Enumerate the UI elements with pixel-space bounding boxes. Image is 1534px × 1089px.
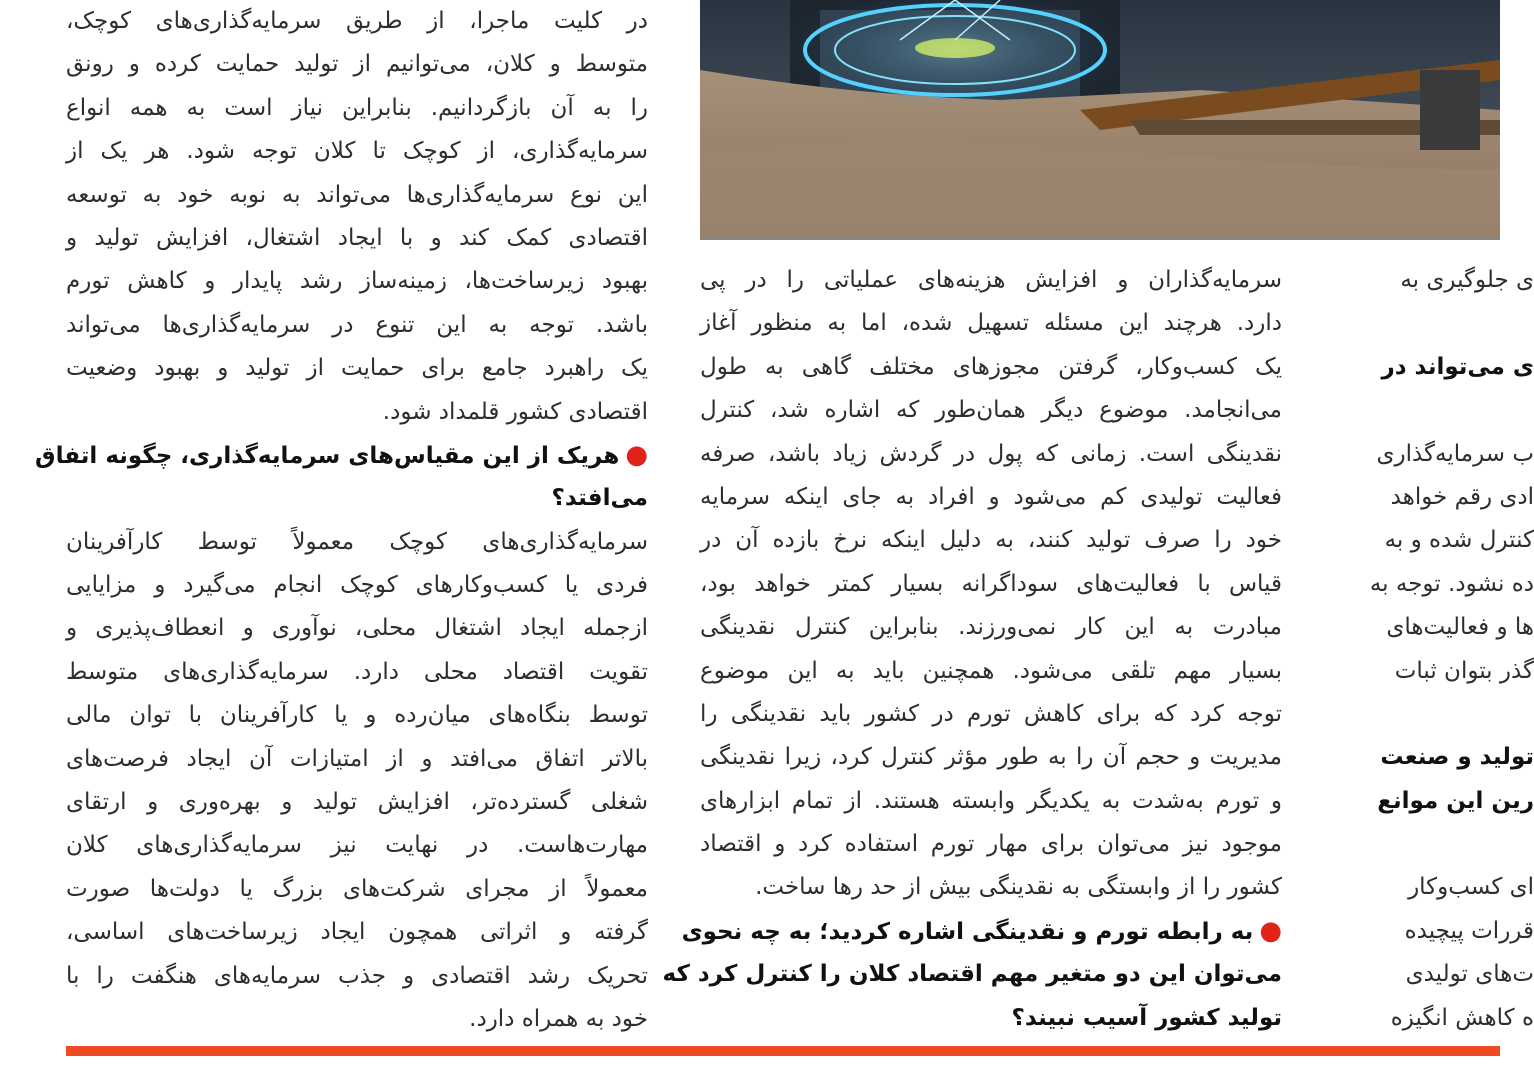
text-line bbox=[66, 217, 648, 260]
text-line bbox=[66, 130, 648, 173]
text-line bbox=[66, 304, 648, 347]
question-line bbox=[700, 997, 1282, 1040]
line-text: و تورم به‌شدت به یکدیگر وابسته هستند. از تمام ابزارهای bbox=[700, 787, 1282, 814]
text-line bbox=[66, 521, 648, 564]
line-text: معمولاً از مجرای شرکت‌های بزرگ یا دولت‌ها صورت bbox=[66, 875, 648, 902]
bullet-icon: ● bbox=[1259, 915, 1282, 946]
text-line bbox=[66, 260, 648, 303]
text-line bbox=[700, 389, 1282, 432]
line-text: خود به همراه دارد. bbox=[469, 1005, 648, 1032]
line-text: قیاس با فعالیت‌های سوداگرانه بسیار کمتر خواهد بود، bbox=[700, 570, 1282, 597]
line-text: بهبود زیرساخت‌ها، زمینه‌ساز رشد پایدار و کاهش تورم bbox=[66, 268, 648, 295]
line-text: توجه کرد که برای کاهش تورم در کشور باید نقدینگی را bbox=[700, 700, 1282, 727]
line-text: خود را صرف تولید کنند، به دلیل اینکه نرخ بازده آن در bbox=[700, 527, 1282, 554]
text-line bbox=[700, 650, 1282, 693]
line-text: ها و فعالیت‌های bbox=[1386, 614, 1534, 641]
text-line bbox=[66, 955, 648, 998]
line-text: بسیار مهم تلقی می‌شود. همچنین باید به این موضوع bbox=[700, 657, 1282, 684]
text-line bbox=[66, 998, 648, 1041]
text-line bbox=[1334, 389, 1534, 432]
text-line bbox=[1334, 476, 1534, 519]
line-text: می‌انجامد. موضوع دیگر همان‌طور که اشاره شد، کنترل bbox=[700, 397, 1282, 424]
text-line bbox=[700, 519, 1282, 562]
text-line bbox=[700, 346, 1282, 389]
line-text: نقدینگی است. زمانی که پول در گردش زیاد باشد، صرفه bbox=[700, 440, 1282, 467]
text-line bbox=[66, 347, 648, 390]
footer-rule bbox=[66, 1046, 1500, 1056]
question-line bbox=[1334, 736, 1534, 779]
line-text: ی جلوگیری به bbox=[1400, 267, 1534, 293]
text-line bbox=[700, 606, 1282, 649]
line-text: ای کسب‌وکار bbox=[1408, 874, 1534, 901]
line-text: متوسط و کلان، می‌توانیم از تولید حمایت کرده و رونق bbox=[66, 51, 648, 78]
text-line bbox=[66, 781, 648, 824]
line-text: دارد. هرچند این مسئله تسهیل شده، اما به منظور آغاز bbox=[700, 310, 1282, 337]
text-line bbox=[700, 433, 1282, 476]
question-line bbox=[681, 910, 1282, 953]
text-line bbox=[700, 736, 1282, 779]
article-column-left bbox=[35, 0, 648, 1041]
line-text: سرمایه‌گذاری‌های کوچک معمولاً توسط کارآفرینان bbox=[66, 528, 648, 555]
text-line bbox=[700, 259, 1282, 302]
line-text: ه کاهش انگیزه bbox=[1390, 1004, 1534, 1031]
text-line bbox=[66, 651, 648, 694]
line-text: ازجمله ایجاد اشتغال محلی، نوآوری و انعطاف‌پذیری و bbox=[66, 615, 648, 642]
line-text: یک کسب‌وکار، گرفتن مجوزهای مختلف گاهی به طول bbox=[700, 353, 1282, 380]
line-text: کنترل شده و به bbox=[1384, 527, 1534, 554]
text-line bbox=[700, 563, 1282, 606]
question-line bbox=[1334, 346, 1534, 389]
line-text: گرفته و اثراتی همچون ایجاد زیرساخت‌های اساسی، bbox=[66, 919, 648, 946]
excavator-photo-icon bbox=[700, 0, 1500, 238]
line-text: می‌افتد؟ bbox=[551, 485, 648, 512]
text-line bbox=[700, 866, 1282, 909]
text-line bbox=[1334, 563, 1534, 606]
text-line bbox=[66, 43, 648, 86]
line-text: مهارت‌هاست. در نهایت نیز سرمایه‌گذاری‌های کلان bbox=[66, 832, 648, 859]
bullet-icon: ● bbox=[625, 439, 648, 470]
line-text: می‌توان این دو متغیر مهم اقتصاد کلان را کنترل کرد که bbox=[662, 961, 1282, 988]
article-photo bbox=[700, 0, 1500, 240]
text-line bbox=[66, 694, 648, 737]
line-text: ادی رقم خواهد bbox=[1390, 483, 1534, 510]
text-line bbox=[1334, 302, 1534, 345]
text-line bbox=[66, 391, 648, 434]
text-line bbox=[66, 738, 648, 781]
question-line bbox=[35, 434, 648, 477]
line-text: گذر بتوان ثبات bbox=[1394, 657, 1534, 684]
text-line bbox=[1334, 606, 1534, 649]
line-text: تقویت اقتصاد محلی دارد. سرمایه‌گذاری‌های متوسط bbox=[66, 658, 648, 685]
question-line bbox=[1334, 780, 1534, 823]
line-text: قررات پیچیده bbox=[1404, 917, 1534, 944]
line-text: ده نشود. توجه به bbox=[1369, 570, 1534, 597]
text-line bbox=[66, 911, 648, 954]
line-text: توسط بنگاه‌های میان‌رده و یا کارآفرینان با توان مالی bbox=[66, 702, 648, 729]
line-text: فعالیت تولیدی کم می‌شود و افراد به جای اینکه سرمایه bbox=[700, 483, 1282, 510]
line-text: موجود نیز می‌توان برای مهار تورم استفاده کرد و اقتصاد bbox=[700, 831, 1282, 858]
text-line bbox=[66, 607, 648, 650]
line-text: بالاتر اتفاق می‌افتد و از امتیازات آن ایجاد فرصت‌های bbox=[66, 745, 648, 772]
line-text: ب سرمایه‌گذاری bbox=[1376, 440, 1534, 467]
line-text: رین این موانع bbox=[1377, 787, 1534, 814]
line-text: در کلیت ماجرا، از طریق سرمایه‌گذاری‌های کوچک، bbox=[66, 8, 648, 34]
line-text: اقتصادی کمک کند و با ایجاد اشتغال، افزایش تولید و bbox=[66, 224, 648, 251]
line-text: ت‌های تولیدی bbox=[1405, 961, 1534, 988]
line-text: فردی یا کسب‌وکارهای کوچک انجام می‌گیرد و مزایایی bbox=[66, 572, 648, 599]
line-text: کشور را از وابستگی به نقدینگی بیش از حد رها ساخت. bbox=[755, 874, 1282, 901]
line-text: باشد. توجه به این تنوع در سرمایه‌گذاری‌ها می‌تواند bbox=[66, 311, 648, 338]
line-text: سرمایه‌گذاری، از کوچک تا کلان توجه شود. هر یک از bbox=[66, 138, 648, 165]
question-line bbox=[66, 477, 648, 520]
text-line bbox=[1334, 823, 1534, 866]
text-line bbox=[1334, 433, 1534, 476]
line-text: سرمایه‌گذاران و افزایش هزینه‌های عملیاتی را در پی bbox=[700, 267, 1282, 293]
text-line bbox=[66, 0, 648, 43]
text-line bbox=[700, 693, 1282, 736]
line-text: تحریک رشد اقتصادی و جذب سرمایه‌های هنگفت را با bbox=[66, 962, 648, 989]
text-line bbox=[1334, 519, 1534, 562]
text-line bbox=[700, 823, 1282, 866]
text-line bbox=[1334, 910, 1534, 953]
text-line bbox=[700, 302, 1282, 345]
line-text: به رابطه تورم و نقدینگی اشاره کردید؛ به چه نحوی bbox=[681, 918, 1254, 945]
text-line bbox=[700, 476, 1282, 519]
line-text: مدیریت و حجم آن را به طور مؤثر کنترل کرد، زیرا نقدینگی bbox=[700, 744, 1282, 771]
line-text: تولید و صنعت bbox=[1380, 744, 1534, 771]
line-text: مبادرت به این کار نمی‌ورزند. بنابراین کنترل نقدینگی bbox=[700, 614, 1282, 641]
article-column-right bbox=[1334, 259, 1534, 1040]
text-line bbox=[700, 780, 1282, 823]
text-line bbox=[66, 824, 648, 867]
text-line bbox=[66, 564, 648, 607]
line-text: ی می‌تواند در bbox=[1381, 353, 1534, 380]
question-line bbox=[662, 953, 1282, 996]
line-text: اقتصادی کشور قلمداد شود. bbox=[382, 398, 648, 425]
line-text: را به آن بازگردانیم. بنابراین نیاز است به همه انواع bbox=[66, 94, 648, 121]
text-line bbox=[1334, 259, 1534, 302]
text-line bbox=[1334, 997, 1534, 1040]
line-text: یک راهبرد جامع برای حمایت از تولید و بهبود وضعیت bbox=[66, 355, 648, 382]
text-line bbox=[1334, 650, 1534, 693]
text-line bbox=[1334, 953, 1534, 996]
line-text: این نوع سرمایه‌گذاری‌ها می‌تواند به نوبه خود به توسعه bbox=[66, 181, 648, 208]
text-line bbox=[1334, 693, 1534, 736]
line-text: هریک از این مقیاس‌های سرمایه‌گذاری، چگونه اتفاق bbox=[35, 442, 620, 469]
line-text: شغلی گسترده‌تر، افزایش تولید و بهره‌وری و ارتقای bbox=[66, 789, 648, 816]
article-column-middle bbox=[662, 259, 1282, 1040]
line-text: تولید کشور آسیب نبیند؟ bbox=[1011, 1004, 1282, 1031]
text-line bbox=[1334, 866, 1534, 909]
text-line bbox=[66, 87, 648, 130]
text-line bbox=[66, 868, 648, 911]
text-line bbox=[66, 174, 648, 217]
